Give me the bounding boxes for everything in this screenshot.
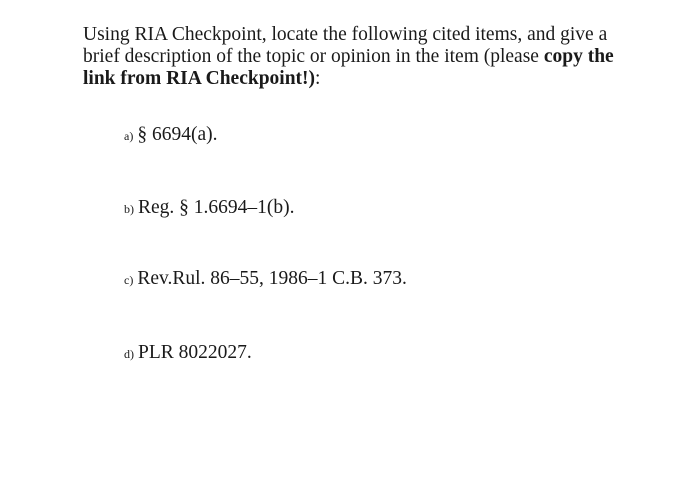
item-marker: c) <box>124 273 134 287</box>
item-citation: PLR 8022027. <box>138 342 252 363</box>
list-item <box>124 268 407 291</box>
item-marker: a) <box>124 129 134 143</box>
instructions-trailing-colon: : <box>315 68 321 89</box>
list-item <box>124 197 295 220</box>
item-citation: Rev.Rul. 86–55, 1986–1 C.B. 373. <box>137 268 407 289</box>
item-marker: d) <box>124 347 134 361</box>
item-marker: b) <box>124 202 134 216</box>
item-citation: § 6694(a). <box>137 124 218 145</box>
instructions-bold-text: copy the link from RIA Checkpoint!) <box>83 46 614 89</box>
item-citation: Reg. § 1.6694–1(b). <box>138 197 295 218</box>
instructions-text: Using RIA Checkpoint, locate the following cited items, and give a brief description of the topic or opinion in the item (please <box>83 24 608 67</box>
instructions-paragraph <box>83 24 643 90</box>
list-item <box>124 124 217 147</box>
list-item <box>124 342 252 365</box>
